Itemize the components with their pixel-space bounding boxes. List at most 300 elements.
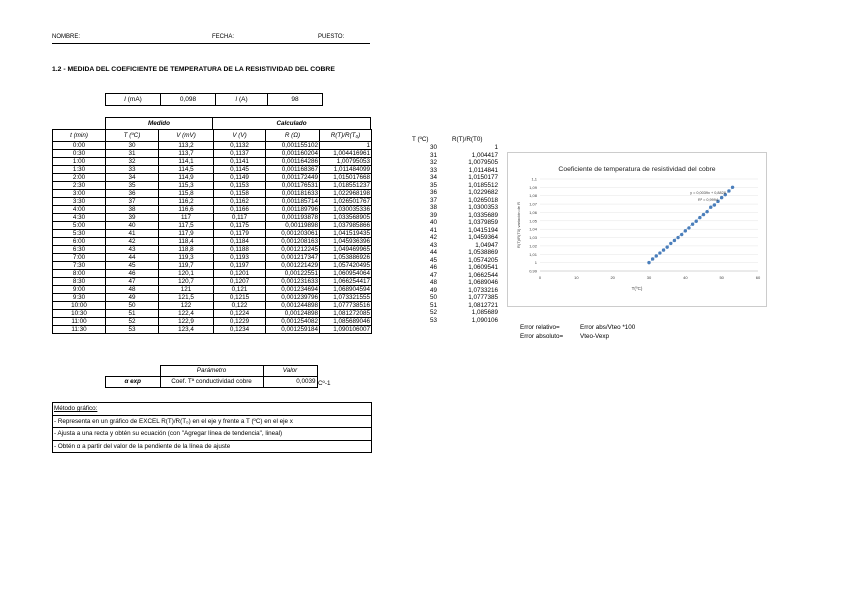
table-row	[53, 278, 372, 286]
table-cell: 0,001160204	[266, 150, 320, 158]
table-cell: 0,001168367	[266, 166, 320, 174]
table-cell: 3:30	[53, 198, 106, 206]
ratio-row	[430, 227, 498, 235]
table-cell: 1,033568905	[320, 214, 372, 222]
ratio-value: 1,085689	[471, 309, 498, 316]
table-cell: 0,00119898	[266, 222, 320, 230]
table-cell: 44	[106, 254, 159, 262]
table-cell: 0,001172449	[266, 174, 320, 182]
table-row	[53, 254, 372, 262]
col-r: R (Ω)	[266, 130, 320, 142]
table-cell: 33	[106, 166, 159, 174]
ratio-row	[430, 317, 498, 325]
parameter-table	[105, 365, 318, 388]
table-cell: 119,7	[159, 262, 214, 270]
table-row	[53, 302, 372, 310]
calculado-label: Calculado	[213, 118, 371, 130]
alpha-unit: Cº-1	[318, 380, 331, 387]
table-cell: 6:30	[53, 246, 106, 254]
table-cell: 42	[106, 238, 159, 246]
table-cell: 121,5	[159, 294, 214, 302]
table-cell: 0,001221429	[266, 262, 320, 270]
table-cell: 0,117	[214, 214, 266, 222]
medido-label: Medido	[106, 118, 213, 130]
table-row	[53, 150, 372, 158]
table-cell: 113,2	[159, 142, 214, 150]
table-cell: 50	[106, 302, 159, 310]
table-cell: 0,001254082	[266, 318, 320, 326]
data-point	[702, 213, 705, 216]
table-cell: 118,8	[159, 246, 214, 254]
table-cell: 3:00	[53, 190, 106, 198]
x-tick-label: 60	[755, 275, 761, 280]
x-tick-label: 50	[719, 275, 724, 280]
table-cell: 0,001193878	[266, 214, 320, 222]
ratio-value: 1,0609541	[468, 264, 498, 271]
x-tick-label: 30	[646, 275, 652, 280]
table-cell: 11:30	[53, 326, 106, 334]
ratio-row	[430, 242, 498, 250]
ratio-row	[430, 309, 498, 317]
error-rel-formula: Error abs/Vteo *100	[580, 324, 636, 331]
ratio-value: 1	[494, 144, 498, 151]
x-tick-label: 0	[538, 275, 542, 280]
y-tick-label: 1	[534, 260, 537, 266]
table-cell: 114,5	[159, 166, 214, 174]
table-cell: 0,00124898	[266, 310, 320, 318]
table-cell: 0,1229	[214, 318, 266, 326]
table-cell: 115,8	[159, 190, 214, 198]
ratio-value: 1,0265018	[468, 196, 498, 204]
table-cell: 120,1	[159, 270, 214, 278]
method-step-2: - Ajusta a una recta y obtén su ecuación (con "Agregar línea de tendencia", lineal)	[53, 427, 371, 440]
table-row	[53, 222, 372, 230]
table-cell: 0,121	[214, 286, 266, 294]
table-cell: 0,1179	[214, 230, 266, 238]
ratio-row	[430, 212, 498, 220]
table-row	[53, 238, 372, 246]
ratio-temp: 48	[430, 279, 438, 286]
method-step-3: - Obtén α a partir del valor de la pendiente de la línea de ajuste	[53, 440, 371, 453]
ratio-temp: 47	[430, 271, 438, 279]
table-cell: 0,1132	[214, 142, 266, 150]
table-cell: 0,001208163	[266, 238, 320, 246]
table-cell: 52	[106, 318, 159, 326]
table-cell: 0,001155102	[266, 142, 320, 150]
ratio-value: 1,0733216	[468, 286, 498, 294]
table-row	[53, 190, 372, 198]
col-vv: V (V)	[214, 130, 266, 142]
ratio-value: 1,0777385	[468, 294, 498, 301]
table-cell: 1:00	[53, 158, 106, 166]
ratio-temp: 36	[430, 189, 438, 196]
table-cell: 123,4	[159, 326, 214, 334]
table-cell: 1,015017668	[320, 174, 372, 182]
data-point	[665, 245, 668, 248]
table-cell: 0,122	[214, 302, 266, 310]
table-cell: 1,004416961	[320, 150, 372, 158]
ratio-row	[430, 272, 498, 280]
table-row	[53, 318, 372, 326]
ratio-value: 1,0574205	[468, 256, 498, 264]
table-cell: 8:30	[53, 278, 106, 286]
data-table	[52, 129, 372, 334]
table-row	[53, 174, 372, 182]
y-tick-label: 1,07	[529, 201, 537, 207]
header-line	[52, 34, 370, 44]
y-tick-label: 1,05	[529, 218, 537, 224]
y-tick-label: 1,06	[529, 209, 537, 215]
table-cell: 118,4	[159, 238, 214, 246]
table-row	[53, 214, 372, 222]
table-cell: 31	[106, 150, 159, 158]
x-tick-label: 10	[574, 275, 579, 280]
table-cell: 7:30	[53, 262, 106, 270]
table-cell: 0,1193	[214, 254, 266, 262]
table-cell: 1,00795053	[320, 158, 372, 166]
col-rr: R(T)/R(T₀)	[320, 130, 372, 142]
table-cell: 8:00	[53, 270, 106, 278]
data-point	[655, 254, 658, 257]
ratio-row	[430, 279, 498, 287]
ratio-value: 1,0689046	[468, 279, 498, 286]
ratio-row	[430, 302, 498, 310]
table-cell: 116,6	[159, 206, 214, 214]
table-cell: 0,1166	[214, 206, 266, 214]
y-tick-label: 1,04	[529, 226, 537, 232]
table-cell: 41	[106, 230, 159, 238]
table-cell: 0,1137	[214, 150, 266, 158]
ratio-value: 1,004417	[471, 151, 498, 159]
data-point	[705, 210, 708, 213]
table-cell: 1,049469965	[320, 246, 372, 254]
ratio-temp: 33	[430, 166, 438, 174]
current-ma-value: 0,098	[161, 94, 216, 106]
table-cell: 1,026501767	[320, 198, 372, 206]
table-cell: 1,057420495	[320, 262, 372, 270]
data-point	[684, 229, 687, 232]
ratio-value: 1,0300353	[468, 204, 498, 211]
table-cell: 43	[106, 246, 159, 254]
data-point	[662, 248, 665, 251]
table-cell: 46	[106, 270, 159, 278]
table-cell: 121	[159, 286, 214, 294]
ratio-row	[430, 159, 498, 167]
table-cell: 113,7	[159, 150, 214, 158]
table-cell: 0,001212245	[266, 246, 320, 254]
table-cell: 1,011484099	[320, 166, 372, 174]
table-cell: 0,1149	[214, 174, 266, 182]
ratio-temp: 46	[430, 264, 438, 271]
current-a-label: I (A)	[216, 94, 268, 106]
table-cell: 122	[159, 302, 214, 310]
table-cell: 48	[106, 286, 159, 294]
table-cell: 116,2	[159, 198, 214, 206]
ratio-temp: 51	[430, 301, 438, 309]
table-cell: 0,001231633	[266, 278, 320, 286]
error-abs-label: Error absoluto=	[520, 333, 564, 340]
table-cell: 1,068904594	[320, 286, 372, 294]
ratio-temp: 34	[430, 174, 438, 181]
table-cell: 0,1224	[214, 310, 266, 318]
table-row	[53, 206, 372, 214]
table-row	[53, 286, 372, 294]
table-cell: 0,1184	[214, 238, 266, 246]
data-point	[676, 236, 679, 239]
error-abs-formula: Vteo-Vexp	[580, 333, 610, 340]
ratio-temp: 30	[430, 144, 438, 151]
data-point	[695, 220, 698, 223]
table-cell: 35	[106, 182, 159, 190]
table-cell: 0,1145	[214, 166, 266, 174]
table-cell: 1,041519435	[320, 230, 372, 238]
ratio-row	[430, 197, 498, 205]
table-cell: 0,001189796	[266, 206, 320, 214]
ratio-value: 1,0812721	[468, 301, 498, 309]
ratio-row	[430, 249, 498, 257]
ratio-row	[430, 182, 498, 190]
table-cell: 39	[106, 214, 159, 222]
ratio-temp: 37	[430, 196, 438, 204]
table-cell: 0,1197	[214, 262, 266, 270]
table-cell: 115,3	[159, 182, 214, 190]
valor-header: Valor	[263, 366, 317, 377]
table-cell: 1,085689046	[320, 318, 372, 326]
ratio-temp: 35	[430, 181, 438, 189]
table-cell: 122,9	[159, 318, 214, 326]
table-cell: 10:00	[53, 302, 106, 310]
ratio-temp: 43	[430, 241, 438, 249]
table-cell: 0,1201	[214, 270, 266, 278]
data-point	[658, 251, 661, 254]
table-cell: 0,001181633	[266, 190, 320, 198]
table-cell: 1:30	[53, 166, 106, 174]
ratio-value: 1,0150177	[468, 174, 498, 181]
table-row	[53, 326, 372, 334]
ratio-row	[430, 219, 498, 227]
table-cell: 38	[106, 206, 159, 214]
current-a-value: 98	[268, 94, 323, 106]
table-cell: 11:00	[53, 318, 106, 326]
table-cell: 0,1141	[214, 158, 266, 166]
x-tick-label: 20	[610, 275, 615, 280]
col-t: t (min)	[53, 130, 106, 142]
table-cell: 117	[159, 214, 214, 222]
table-cell: 119,3	[159, 254, 214, 262]
ratio-temp: 42	[430, 234, 438, 241]
table-cell: 0,001185714	[266, 198, 320, 206]
param-header: Parámetro	[160, 366, 263, 377]
table-cell: 117,5	[159, 222, 214, 230]
fecha-label: FECHA:	[212, 34, 235, 40]
table-cell: 45	[106, 262, 159, 270]
col-vmv: V (mV)	[159, 130, 214, 142]
table-cell: 2:30	[53, 182, 106, 190]
ratio-value: 1,0185512	[468, 181, 498, 189]
table-cell: 117,9	[159, 230, 214, 238]
y-tick-label: 1,02	[529, 243, 537, 249]
table-cell: 32	[106, 158, 159, 166]
ratio-value: 1,0079505	[468, 159, 498, 166]
data-point	[647, 261, 650, 264]
table-cell: 49	[106, 294, 159, 302]
method-title: Método gráfico:	[54, 405, 98, 412]
puesto-label: PUESTO:	[318, 34, 345, 40]
error-rel-label: Error relativo=	[520, 324, 560, 331]
alpha-description: Coef. Tª conductividad cobre	[160, 377, 263, 388]
table-cell: 4:30	[53, 214, 106, 222]
y-tick-label: 1,1	[531, 176, 537, 182]
current-ma-label: I (mA)	[106, 94, 161, 106]
table-cell: 9:30	[53, 294, 106, 302]
table-cell: 0,1234	[214, 326, 266, 334]
ratio-row	[430, 294, 498, 302]
table-row	[53, 182, 372, 190]
table-cell: 1,053886926	[320, 254, 372, 262]
table-row	[53, 294, 372, 302]
table-cell: 7:00	[53, 254, 106, 262]
ratio-temp: 45	[430, 256, 438, 264]
table-cell: 122,4	[159, 310, 214, 318]
ratio-row	[430, 144, 498, 152]
table-cell: 1,037985866	[320, 222, 372, 230]
ratio-row	[430, 287, 498, 295]
scatter-chart	[508, 153, 766, 306]
table-row	[53, 166, 372, 174]
data-point	[731, 186, 734, 189]
intensity-table	[105, 93, 323, 106]
table-cell: 4:00	[53, 206, 106, 214]
table-cell: 0,1215	[214, 294, 266, 302]
ratio-value: 1,0538869	[468, 249, 498, 256]
trend-r2: R² = 0,9994	[698, 198, 718, 202]
ratio-temp: 52	[430, 309, 438, 316]
table-row	[53, 142, 372, 150]
ratio-row	[430, 204, 498, 212]
table-cell: 34	[106, 174, 159, 182]
ratio-temp: 44	[430, 249, 438, 256]
table-cell: 0,001217347	[266, 254, 320, 262]
data-point	[698, 216, 701, 219]
ratio-temp: 39	[430, 211, 438, 219]
table-cell: 0:00	[53, 142, 106, 150]
data-point	[713, 203, 716, 206]
table-cell: 37	[106, 198, 159, 206]
table-cell: 2:00	[53, 174, 106, 182]
table-cell: 1,073321555	[320, 294, 372, 302]
ratio-temp: 41	[430, 226, 438, 234]
ratio-value: 1,0114841	[468, 166, 498, 174]
table-cell: 0,001176531	[266, 182, 320, 190]
table-cell: 53	[106, 326, 159, 334]
ratio-value: 1,04947	[475, 241, 498, 249]
data-point	[673, 239, 676, 242]
table-cell: 5:00	[53, 222, 106, 230]
trendline	[649, 188, 733, 263]
ratio-temp: 50	[430, 294, 438, 301]
table-cell: 0,001244898	[266, 302, 320, 310]
table-cell: 51	[106, 310, 159, 318]
ratio-value: 1,0379859	[468, 219, 498, 226]
table-cell: 1,045936396	[320, 238, 372, 246]
y-tick-label: 1,03	[529, 235, 537, 241]
y-tick-label: 1,08	[529, 193, 537, 199]
ratio-temp: 40	[430, 219, 438, 226]
data-point	[727, 189, 730, 192]
ratio-value: 1,0335689	[468, 211, 498, 219]
chart-title: Coeficiente de temperatura de resistividad del cobre	[558, 166, 716, 173]
ratio-h2: R(T)/R(T0)	[452, 136, 483, 143]
table-cell: 1,077738516	[320, 302, 372, 310]
data-point	[720, 196, 723, 199]
table-cell: 1,081272085	[320, 310, 372, 318]
x-tick-label: 40	[683, 275, 688, 280]
table-cell: 0,00122551	[266, 270, 320, 278]
table-cell: 0,1188	[214, 246, 266, 254]
ratio-row	[430, 174, 498, 182]
table-row	[53, 198, 372, 206]
data-point	[680, 233, 683, 236]
table-cell: 5:30	[53, 230, 106, 238]
ratio-row	[430, 234, 498, 242]
ratio-row	[430, 189, 498, 197]
table-cell: 47	[106, 278, 159, 286]
method-step-1: - Representa en un gráfico de EXCEL R(T)/R(T₀) en el eje y frente a T (ºC) en el eje x	[53, 415, 371, 428]
ratio-row	[430, 167, 498, 175]
table-cell: 6:00	[53, 238, 106, 246]
table-cell: 0,1158	[214, 190, 266, 198]
table-cell: 0,001164286	[266, 158, 320, 166]
chart-container	[507, 152, 767, 307]
ratio-value: 1,090106	[471, 316, 498, 324]
table-cell: 0,1153	[214, 182, 266, 190]
data-point	[709, 206, 712, 209]
table-cell: 0,001234694	[266, 286, 320, 294]
table-cell: 1,022968198	[320, 190, 372, 198]
table-cell: 1	[320, 142, 372, 150]
ratio-table	[430, 144, 498, 324]
method-box	[52, 402, 372, 453]
table-cell: 0,001259184	[266, 326, 320, 334]
table-cell: 0,1175	[214, 222, 266, 230]
table-cell: 0:30	[53, 150, 106, 158]
table-cell: 1,066254417	[320, 278, 372, 286]
ratio-value: 1,0662544	[468, 271, 498, 279]
ratio-value: 1,0229682	[468, 189, 498, 196]
table-cell: 1,060954064	[320, 270, 372, 278]
table-cell: 1,030035336	[320, 206, 372, 214]
ratio-row	[430, 257, 498, 265]
alpha-symbol: α exp	[106, 377, 161, 388]
table-row	[53, 246, 372, 254]
table-row	[53, 158, 372, 166]
ratio-temp: 49	[430, 286, 438, 294]
ratio-row	[430, 264, 498, 272]
table-cell: 120,7	[159, 278, 214, 286]
table-cell: 40	[106, 222, 159, 230]
trend-equation: y = 0,0039x + 0,8828	[690, 191, 726, 195]
y-tick-label: 1,09	[529, 184, 537, 190]
col-T: T (ºC)	[106, 130, 159, 142]
table-cell: 114,9	[159, 174, 214, 182]
table-cell: 1,018551237	[320, 182, 372, 190]
page-title: 1.2 - MEDIDA DEL COEFICIENTE DE TEMPERATURA DE LA RESISTIVIDAD DEL COBRE	[52, 66, 335, 73]
ratio-temp: 38	[430, 204, 438, 211]
table-cell: 30	[106, 142, 159, 150]
y-axis-title: R(T)/R(T0) variación de R	[516, 201, 521, 249]
ratio-h1: T (ºC)	[412, 136, 429, 143]
alpha-value: 0,0039	[263, 377, 317, 388]
